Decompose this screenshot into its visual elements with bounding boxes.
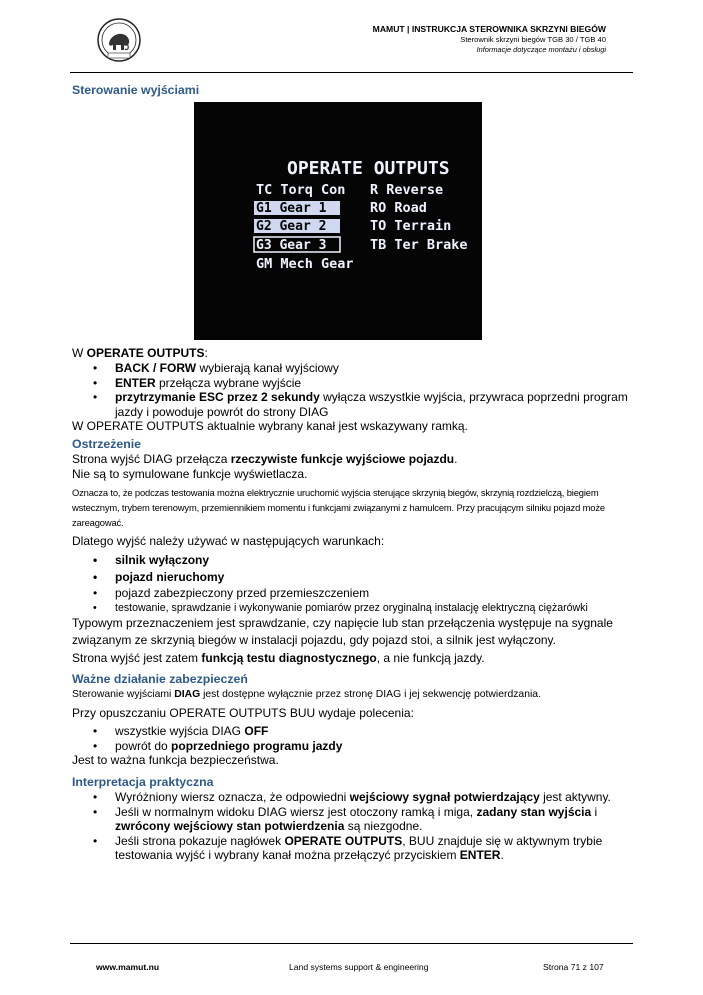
display-photo xyxy=(194,102,482,340)
list-item: • Jeśli w normalnym widoku DIAG wiersz jest otoczony ramką i miga, zadany stan wyjścia i zwrócony wejściowy stan potwierdzenia są niezgodne. xyxy=(115,805,634,834)
list-item: • Jeśli strona pokazuje nagłówek OPERATE OUTPUTS, BUU znajduje się w aktywnym trybie testowania wyjść i wybrany kanał można przełączyć przyciskiem ENTER. xyxy=(115,834,634,863)
screen-left-0: TC Torq Con xyxy=(256,182,346,198)
practical-list xyxy=(72,790,634,863)
footer-website: www.mamut.nu xyxy=(96,962,160,972)
list-item: • pojazd nieruchomy xyxy=(115,569,634,586)
header-divider xyxy=(70,72,633,73)
section-heading-outputs: Sterowanie wyjściami xyxy=(72,83,200,97)
header-subtitle2: Informacje dotyczące montażu i obsługi xyxy=(476,45,606,54)
page-header xyxy=(373,24,606,55)
outputs-controls-list xyxy=(72,361,634,419)
footer-divider xyxy=(70,943,633,944)
list-item: • testowanie, sprawdzanie i wykonywanie pomiarów przez oryginalną instalację elektryczną ciężarówki xyxy=(115,601,634,616)
warning-line-1: Strona wyjść DIAG przełącza rzeczywiste funkcje wyjściowe pojazdu. xyxy=(72,452,458,466)
footer-page-number: Strona 71 z 107 xyxy=(543,962,604,972)
outputs-intro: W OPERATE OUTPUTS: xyxy=(72,346,208,360)
list-item: • pojazd zabezpieczony przed przemieszczeniem xyxy=(115,586,634,601)
section-heading-safety: Ważne działanie zabezpieczeń xyxy=(72,672,248,686)
screen-left-1: G1 Gear 1 xyxy=(256,201,327,216)
section-heading-practical: Interpretacja praktyczna xyxy=(72,775,214,789)
list-item: • wszystkie wyjścia DIAG OFF xyxy=(115,724,634,739)
screen-left-3: G3 Gear 3 xyxy=(256,238,327,253)
screen-right-1: RO Road xyxy=(370,200,427,216)
safety-commands-list xyxy=(72,724,634,753)
page-content xyxy=(72,83,634,863)
list-item: • przytrzymanie ESC przez 2 sekundy wyłącza wszystkie wyjścia, przywraca poprzedni program jazdy i powoduje powrót do strony DIAG xyxy=(115,390,634,419)
warning-purpose: Typowym przeznaczeniem jest sprawdzanie, czy napięcie lub stan przełączenia występuje na sygnale związanym ze skrzynią biegów w instalacji pojazdu, gdy pojazd stoi, a silnik jest wyłączony. xyxy=(72,616,613,647)
screen-right-0: R Reverse xyxy=(370,182,444,198)
screen-left-2: G2 Gear 2 xyxy=(256,219,327,234)
header-title: MAMUT | INSTRUKCJA STEROWNIKA SKRZYNI BIEGÓW xyxy=(372,24,606,34)
screen-right-2: TO Terrain xyxy=(370,218,452,234)
outputs-frame-note: W OPERATE OUTPUTS aktualnie wybrany kanał jest wskazywany ramką. xyxy=(72,419,468,433)
screen-right-3: TB Ter Brake xyxy=(370,237,468,253)
safety-line-1: Sterowanie wyjściami DIAG jest dostępne wyłącznie przez stronę DIAG i jej sekwencję potwierdzania. xyxy=(72,689,541,700)
section-heading-warning: Ostrzeżenie xyxy=(72,437,142,451)
safety-note: Jest to ważna funkcja bezpieczeństwa. xyxy=(72,753,279,767)
warning-conditions-list xyxy=(72,552,634,615)
footer-tagline: Land systems support & engineering xyxy=(289,962,429,972)
mamut-logo xyxy=(96,17,142,63)
screen-title: OPERATE OUTPUTS xyxy=(287,158,450,179)
warning-diagnostic: Strona wyjść jest zatem funkcją testu diagnostycznego, a nie funkcją jazdy. xyxy=(72,651,485,665)
warning-details: Oznacza to, że podczas testowania można elektrycznie uruchomić wyjścia sterujące skrzynią biegów, skrzynią rozdzielczą, biegiem wstecznym, trybem terenowym, przemiennikiem momentu i funkcjami związanymi z hamulcem. Przy pracującym silniku pojazd może zareagować. xyxy=(72,487,605,528)
list-item: • Wyróżniony wiersz oznacza, że odpowiedni wejściowy sygnał potwierdzający jest aktywny. xyxy=(115,790,634,805)
list-item: • powrót do poprzedniego programu jazdy xyxy=(115,739,634,754)
warning-line-2: Nie są to symulowane funkcje wyświetlacza. xyxy=(72,467,308,481)
safety-line-2: Przy opuszczaniu OPERATE OUTPUTS BUU wydaje polecenia: xyxy=(72,706,414,720)
header-subtitle: Sterownik skrzyni biegów TGB 30 / TGB 40 xyxy=(460,35,606,44)
list-item: • silnik wyłączony xyxy=(115,552,634,569)
screen-left-4: GM Mech Gear xyxy=(256,256,354,272)
list-item: • BACK / FORW wybierają kanał wyjściowy xyxy=(115,361,634,376)
list-item: • ENTER przełącza wybrane wyjście xyxy=(115,376,634,391)
warning-conditions-intro: Dlatego wyjść należy używać w następujących warunkach: xyxy=(72,534,385,548)
